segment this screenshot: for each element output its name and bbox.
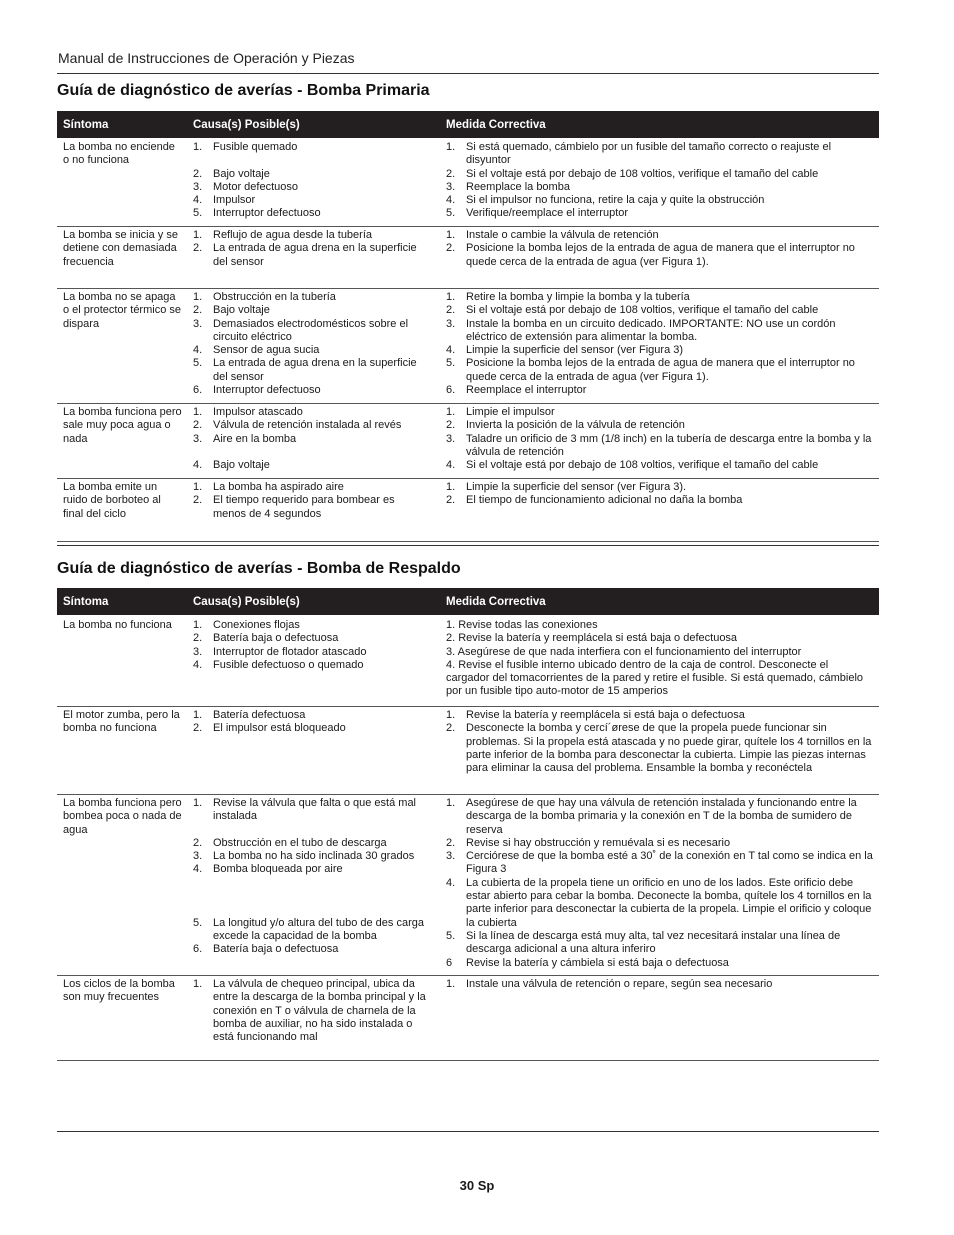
column-header-fix: Medida Correctiva <box>446 119 546 131</box>
item-text: Aire en la bomba <box>213 432 297 445</box>
item-number: 1. <box>193 481 203 493</box>
item-text: La entrada de agua drena en la superficie del sensor <box>213 357 417 383</box>
fix-item <box>446 181 874 194</box>
list-gap <box>193 903 429 916</box>
item-number: 5. <box>446 929 456 942</box>
backup-section-title: Guía de diagnóstico de averías - Bomba de Respaldo <box>57 560 461 577</box>
page-number: 30 Sp <box>459 1178 495 1193</box>
table-row <box>57 481 879 542</box>
cause-item <box>193 863 429 876</box>
cause-item <box>193 722 429 735</box>
cause-item <box>193 481 429 494</box>
fixes-cell <box>446 229 874 269</box>
column-header-symptom: Síntoma <box>63 119 109 131</box>
item-text: Si la línea de descarga está muy alta, tal vez necesitará instalar una línea de descarga adicional a una altura inferiro <box>466 929 841 956</box>
fix-item <box>446 318 874 345</box>
primary-table-header <box>57 111 879 138</box>
item-text: Limpie la superficie del sensor (ver Figura 3). <box>466 481 687 493</box>
cause-item <box>193 344 429 357</box>
item-number: 2. <box>193 242 203 255</box>
item-text: Batería defectuosa <box>213 709 306 721</box>
item-text: Obstrucción en el tubo de descarga <box>213 836 387 849</box>
fix-item <box>446 291 874 304</box>
item-number: 3. <box>193 645 203 658</box>
fix-item <box>446 797 874 837</box>
item-number: 1. <box>446 406 456 418</box>
item-number: 2. <box>193 632 203 645</box>
fixes-cell <box>446 619 874 699</box>
item-number: 4. <box>193 344 203 357</box>
item-text: Interruptor defectuoso <box>213 384 321 397</box>
cause-item <box>193 181 429 194</box>
item-text: Sensor de agua sucia <box>213 344 320 357</box>
symptom-cell: La bomba se inicia y se detiene con demasiada frecuencia <box>63 229 178 268</box>
item-text: Impulsor <box>213 194 256 207</box>
table-row <box>57 709 879 795</box>
fixes-cell <box>446 291 874 397</box>
item-number: 6 <box>446 956 453 969</box>
fix-item <box>446 384 874 397</box>
item-text: El impulsor está bloqueado <box>213 722 346 735</box>
cause-item <box>193 646 429 659</box>
fix-item <box>446 357 874 384</box>
item-text: La longitud y/o altura del tubo de des carga excede la capacidad de la bomba <box>213 916 424 942</box>
item-number: 3. <box>193 850 203 863</box>
list-gap <box>193 824 429 837</box>
cause-item <box>193 168 429 181</box>
symptom-cell: La bomba funciona pero sale muy poca agua o nada <box>63 406 182 445</box>
list-gap <box>193 154 429 167</box>
item-text: Interruptor de flotador atascado <box>213 645 367 658</box>
item-text: Revise la batería y reemplácela si está baja o defectuosa <box>466 709 745 721</box>
cause-item <box>193 494 429 521</box>
item-text: La válvula de chequeo principal, ubica da entre la descarga de la bomba principal y la conexión en T o válvula de charnela de la bomba de auxiliar, no ha sido instalada o está funcionando mal <box>213 978 426 1044</box>
item-number: 1. <box>193 619 203 631</box>
item-number: 2. <box>446 167 456 180</box>
item-number: 1. <box>193 797 203 809</box>
fixes-cell <box>446 406 874 472</box>
fix-item <box>446 877 874 930</box>
item-number: 1. <box>193 406 203 418</box>
item-text: Invierta la posición de la válvula de retención <box>466 419 685 432</box>
item-number: 5. <box>446 207 456 220</box>
causes-cell <box>193 797 429 957</box>
symptom-cell: La bomba no funciona <box>63 619 172 631</box>
header-rule <box>57 73 879 74</box>
item-number: 3. <box>193 432 203 445</box>
item-number: 2. <box>193 722 203 735</box>
item-text: Fusible defectuoso o quemado <box>213 658 364 671</box>
cause-item <box>193 917 429 944</box>
item-number: 2. <box>446 494 456 507</box>
fix-item <box>446 722 874 775</box>
item-number: 4. <box>446 876 456 889</box>
item-text: Posicione la bomba lejos de la entrada de agua de manera que el interruptor no quede cerca de la entrada de agua (ver Figura 1). <box>466 357 855 383</box>
symptom-cell: El motor zumba, pero la bomba no funciona <box>63 709 180 735</box>
table-row <box>57 978 879 1061</box>
fix-item <box>446 194 874 207</box>
item-number: 1. <box>446 229 456 241</box>
item-text: Si el voltaje está por debajo de 108 voltios, verifique el tamaño del cable <box>466 459 819 472</box>
column-header-symptom: Síntoma <box>63 596 109 608</box>
item-number: 1. <box>193 978 203 990</box>
item-number: 3. <box>193 317 203 330</box>
item-number: 5. <box>193 207 203 220</box>
primary-section-title: Guía de diagnóstico de averías - Bomba Primaria <box>57 82 430 99</box>
cause-item <box>193 943 429 956</box>
item-text: Reemplace la bomba <box>466 180 570 193</box>
cause-item <box>193 194 429 207</box>
symptom-cell: La bomba emite un ruido de borboteo al final del ciclo <box>63 481 161 520</box>
symptom-cell: La bomba funciona pero bombea poca o nada de agua <box>63 797 182 836</box>
table-row <box>57 406 879 479</box>
list-gap <box>193 890 429 903</box>
item-text: Desconecte la bomba y cercí´ørese de que la propela puede funcionar sin problemas. Si la propela está atascada y no puede girar, quítele los 4 tornillos en la parte inferior de la bomba para desconectar la cubierta. Limpie las piezas internas para eliminar la causa del problema. Ensamble la bomba y reconéctela <box>466 722 872 775</box>
item-number: 1. <box>446 978 456 990</box>
fix-item <box>446 406 874 419</box>
item-text: Batería baja o defectuosa <box>213 632 339 645</box>
item-text: Si el voltaje está por debajo de 108 voltios, verifique el tamaño del cable <box>466 304 819 317</box>
cause-item <box>193 291 429 304</box>
item-number: 4. <box>193 194 203 207</box>
cause-item <box>193 207 429 220</box>
fix-item <box>446 304 874 317</box>
item-text: Batería baja o defectuosa <box>213 943 339 956</box>
fix-item: 1. Revise todas las conexiones <box>446 619 598 631</box>
item-text: Interruptor defectuoso <box>213 207 321 220</box>
item-number: 2. <box>446 836 456 849</box>
item-number: 2. <box>193 419 203 432</box>
item-number: 3. <box>446 850 456 863</box>
table-row <box>57 229 879 289</box>
item-text: Bajo voltaje <box>213 459 270 472</box>
footer-rule <box>57 1131 879 1132</box>
item-text: Impulsor atascado <box>213 406 303 418</box>
item-text: Revise la batería y cámbiela si está baja o defectuosa <box>466 956 729 969</box>
item-number: 2. <box>193 836 203 849</box>
cause-item <box>193 384 429 397</box>
item-text: Limpie el impulsor <box>466 406 555 418</box>
column-header-cause: Causa(s) Posible(s) <box>193 596 300 608</box>
cause-item <box>193 242 429 269</box>
table-row <box>57 141 879 227</box>
causes-cell <box>193 291 429 397</box>
cause-item <box>193 433 429 446</box>
item-text: Fusible quemado <box>213 141 298 153</box>
item-number: 2. <box>193 304 203 317</box>
manual-title: Manual de Instrucciones de Operación y Piezas <box>58 50 355 66</box>
fix-item <box>446 419 874 432</box>
causes-cell <box>193 406 429 472</box>
column-header-cause: Causa(s) Posible(s) <box>193 119 300 131</box>
item-text: Reemplace el interruptor <box>466 384 587 397</box>
item-text: La bomba no ha sido inclinada 30 grados <box>213 850 415 863</box>
item-text: Reflujo de agua desde la tubería <box>213 229 373 241</box>
list-gap <box>193 446 429 459</box>
fixes-cell <box>446 709 874 775</box>
item-text: Revise si hay obstrucción y remuévala si es necesario <box>466 836 731 849</box>
fixes-cell <box>446 797 874 970</box>
cause-item <box>193 406 429 419</box>
item-number: 4. <box>193 459 203 472</box>
fix-item <box>446 978 874 991</box>
fix-item <box>446 837 874 850</box>
item-number: 1. <box>193 291 203 303</box>
cause-item <box>193 837 429 850</box>
fix-item <box>446 242 874 269</box>
item-number: 2. <box>446 722 456 735</box>
item-number: 4. <box>193 863 203 876</box>
cause-item <box>193 419 429 432</box>
item-text: Asegúrese de que hay una válvula de retención instalada y funcionando entre la descarga de la bomba primaria y la conexión en T de la bomba de sumidero de reserva <box>466 797 857 836</box>
item-text: Bajo voltaje <box>213 167 270 180</box>
fixes-cell <box>446 978 874 991</box>
fix-item <box>446 229 874 242</box>
item-text: Cerciórese de que la bomba esté a 30˚ de la conexión en T tal como se indica en la Figura 3 <box>466 850 873 876</box>
backup-table-header <box>57 588 879 615</box>
cause-item <box>193 459 429 472</box>
symptom-cell: La bomba no enciende o no funciona <box>63 141 175 167</box>
cause-item <box>193 797 429 824</box>
fix-item: 3. Asegúrese de que nada interfiera con el funcionamiento del interruptor <box>446 645 802 658</box>
fix-item <box>446 207 874 220</box>
item-number: 5. <box>193 357 203 370</box>
item-number: 4. <box>193 658 203 671</box>
table-row <box>57 291 879 404</box>
fix-item <box>446 459 874 472</box>
item-text: Revise la válvula que falta o que está mal instalada <box>213 797 417 823</box>
fix-item <box>446 930 874 957</box>
item-text: El tiempo de funcionamiento adicional no daña la bomba <box>466 494 743 507</box>
fix-item: 2. Revise la batería y reemplácela si está baja o defectuosa <box>446 632 738 645</box>
item-number: 1. <box>193 709 203 721</box>
fix-item: 4. Revise el fusible interno ubicado dentro de la caja de control. Desconecte el cargador del tomacorrientes de la pared y retire el fusible. Si está quemado, cámbielo por un fusible tipo auto-motor de 15 amperios <box>446 658 864 698</box>
item-text: Posicione la bomba lejos de la entrada de agua de manera que el interruptor no quede cerca de la entrada de agua (ver Figura 1). <box>466 242 855 268</box>
item-text: La cubierta de la propela tiene un orificio en uno de los lados. Este orificio debe estar abierto para cebar la bomba. Deconecte la bomba, quítele los 4 tornillos en la parte inferior para desconectar la cubierta de la propela. Limpie el orificio y coloque la cubierta <box>466 876 872 929</box>
item-text: Válvula de retención instalada al revés <box>213 419 402 432</box>
item-text: Bomba bloqueada por aire <box>213 863 343 876</box>
item-text: Si el impulsor no funciona, retire la caja y quite la obstrucción <box>466 194 765 207</box>
fix-item <box>446 494 874 507</box>
item-number: 5. <box>193 916 203 929</box>
item-text: Bajo voltaje <box>213 304 270 317</box>
cause-item <box>193 318 429 345</box>
cause-item <box>193 978 429 1044</box>
causes-cell <box>193 481 429 521</box>
cause-item <box>193 632 429 645</box>
item-text: Obstrucción en la tubería <box>213 291 336 303</box>
fixes-cell <box>446 481 874 508</box>
fix-item <box>446 344 874 357</box>
cause-item <box>193 619 429 632</box>
column-header-fix: Medida Correctiva <box>446 596 546 608</box>
fix-item <box>446 481 874 494</box>
item-number: 3. <box>446 432 456 445</box>
cause-item <box>193 709 429 722</box>
causes-cell <box>193 978 429 1044</box>
fix-item <box>446 433 874 460</box>
item-number: 5. <box>446 357 456 370</box>
fix-item <box>446 850 874 877</box>
item-text: Motor defectuoso <box>213 180 298 193</box>
item-text: Retire la bomba y limpie la bomba y la tubería <box>466 291 690 303</box>
item-text: Instale una válvula de retención o repare, según sea necesario <box>466 978 773 990</box>
fix-item <box>446 141 874 168</box>
item-number: 2. <box>193 167 203 180</box>
fixes-cell <box>446 141 874 221</box>
item-text: Instale la bomba en un circuito dedicado. IMPORTANTE: NO use un cordón eléctrico de extensión para alimentar la bomba. <box>466 317 836 343</box>
item-number: 3. <box>193 180 203 193</box>
item-number: 2. <box>193 494 203 507</box>
item-number: 6. <box>446 384 456 397</box>
item-text: Verifique/reemplace el interruptor <box>466 207 629 220</box>
cause-item <box>193 357 429 384</box>
section-divider-rule <box>57 545 879 546</box>
list-gap <box>193 877 429 890</box>
cause-item <box>193 659 429 672</box>
item-text: El tiempo requerido para bombear es menos de 4 segundos <box>213 494 395 520</box>
causes-cell <box>193 141 429 221</box>
item-text: Si el voltaje está por debajo de 108 voltios, verifique el tamaño del cable <box>466 167 819 180</box>
item-number: 1. <box>446 709 456 721</box>
causes-cell <box>193 709 429 736</box>
item-text: Conexiones flojas <box>213 619 300 631</box>
item-text: La bomba ha aspirado aire <box>213 481 344 493</box>
causes-cell <box>193 229 429 269</box>
item-number: 4. <box>446 194 456 207</box>
item-number: 3. <box>446 180 456 193</box>
item-number: 1. <box>446 291 456 303</box>
item-number: 2. <box>446 304 456 317</box>
item-number: 1. <box>446 141 456 153</box>
item-text: Si está quemado, cámbielo por un fusible del tamaño correcto o reajuste el disyuntor <box>466 141 832 167</box>
item-text: La entrada de agua drena en la superficie del sensor <box>213 242 417 268</box>
item-number: 2. <box>446 242 456 255</box>
item-text: Demasiados electrodomésticos sobre el circuito eléctrico <box>213 317 409 343</box>
item-number: 4. <box>446 344 456 357</box>
item-number: 6. <box>193 943 203 956</box>
item-number: 1. <box>193 141 203 153</box>
item-number: 2. <box>446 419 456 432</box>
item-number: 3. <box>446 317 456 330</box>
causes-cell <box>193 619 429 672</box>
item-number: 1. <box>446 797 456 809</box>
fix-item <box>446 168 874 181</box>
symptom-cell: La bomba no se apaga o el protector térmico se dispara <box>63 291 181 330</box>
item-number: 4. <box>446 459 456 472</box>
item-number: 1. <box>446 481 456 493</box>
fix-item <box>446 709 874 722</box>
item-text: Instale o cambie la válvula de retención <box>466 229 659 241</box>
cause-item <box>193 850 429 863</box>
table-row <box>57 797 879 976</box>
cause-item <box>193 229 429 242</box>
item-text: Taladre un orificio de 3 mm (1/8 inch) en la tubería de descarga entre la bomba y la válvula de retención <box>466 432 872 458</box>
cause-item <box>193 141 429 154</box>
item-number: 6. <box>193 384 203 397</box>
fix-item <box>446 957 874 970</box>
symptom-cell: Los ciclos de la bomba son muy frecuentes <box>63 978 175 1004</box>
cause-item <box>193 304 429 317</box>
item-number: 1. <box>193 229 203 241</box>
item-text: Limpie la superficie del sensor (ver Figura 3) <box>466 344 684 357</box>
table-row <box>57 619 879 707</box>
